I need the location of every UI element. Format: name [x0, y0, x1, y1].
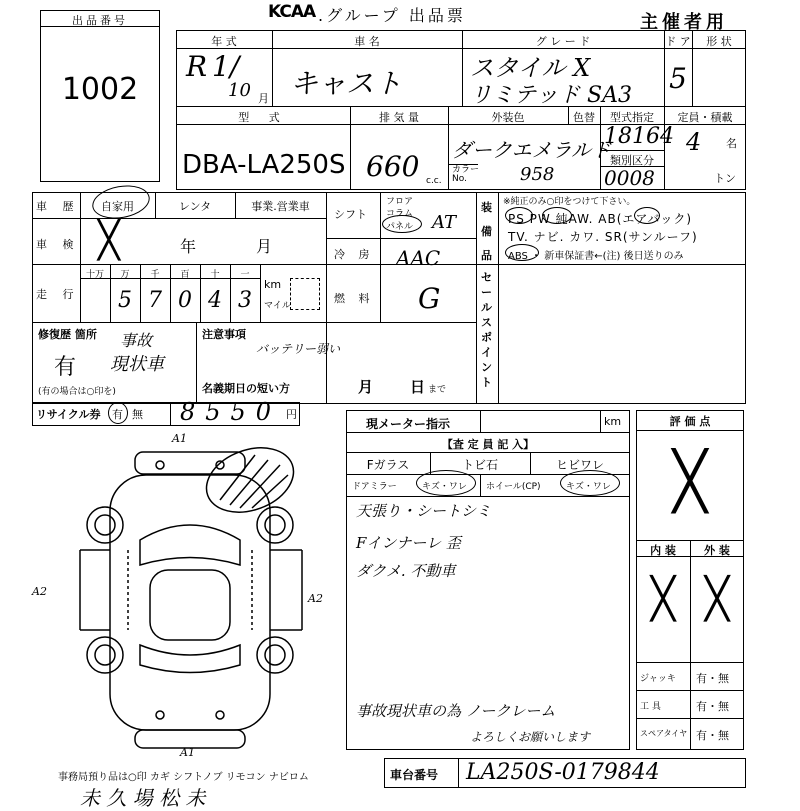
a2-right-label: A2	[308, 592, 323, 605]
history-private: 自家用	[101, 200, 134, 213]
model-value: DBA-LA250S	[182, 150, 346, 180]
interior-label: 内 装	[650, 544, 676, 557]
ps-circle-mark	[505, 207, 533, 224]
footer-scribble: 未 久 場 松 未	[80, 786, 206, 810]
rating-value: ╳	[673, 449, 707, 514]
doors-header: ド ア	[665, 35, 691, 48]
organizer-label: 主催者用	[640, 12, 728, 33]
tool-label-jack: ジャッキ	[640, 674, 676, 684]
fuel-label: 燃 料	[334, 292, 375, 305]
recycle-no: 無	[132, 408, 143, 421]
car-diagram	[32, 430, 360, 760]
name-header: 車 名	[354, 35, 380, 48]
inspector-note-2: Fインナーレ 歪	[356, 534, 461, 552]
month-unit: 月	[258, 92, 269, 105]
history-rental: レンタ	[178, 200, 212, 213]
equipment-label: 装備品	[481, 201, 492, 262]
wheel-damage: キズ・ワレ	[566, 482, 611, 492]
inspection-year-unit: 年	[180, 237, 197, 256]
capacity-unit: 名	[726, 137, 737, 150]
meter-label: 現メーター指示	[366, 417, 451, 431]
recycle-amount: 8550	[180, 398, 282, 426]
shift-column: コラム	[386, 209, 413, 219]
wheel-label: ホイール(CP)	[486, 482, 541, 492]
equipment-line2: TV. ナビ. カワ. SR(サンルーフ)	[508, 230, 698, 244]
expiry-day: 日	[410, 378, 426, 396]
glass-crack: ヒビワレ	[555, 458, 604, 472]
chassis-value: LA250S-0179844	[466, 760, 660, 785]
color-value: ダークエメラルド	[452, 138, 611, 162]
year-value: 1/	[212, 50, 240, 83]
inspection-label: 車 検	[36, 238, 80, 251]
mirror-damage: キズ・ワレ	[422, 482, 467, 492]
repair-note: (有の場合は○印を)	[38, 387, 116, 397]
abs-circle-mark	[505, 244, 539, 261]
color-code-label: カラー No.	[452, 165, 480, 184]
color-code-value: 958	[520, 164, 555, 185]
a1-bottom-label: A1	[180, 746, 195, 759]
mileage-unit-1k: 千	[150, 270, 160, 280]
expiry-month: 月	[358, 378, 374, 396]
repair-handwriting1: 事故	[120, 331, 153, 350]
chassis-label: 車台番号	[390, 768, 439, 782]
mileage-unit-100: 百	[180, 270, 190, 280]
recycle-label: リサイクル券	[36, 408, 101, 421]
interior-value: ╳	[650, 576, 676, 622]
recycle-unit: 円	[286, 408, 297, 421]
lot-label: 出品番号	[72, 14, 128, 27]
history-business: 事業.営業車	[251, 200, 310, 213]
color-change-header: 色替	[573, 111, 595, 124]
mileage-digit-10: 4	[208, 288, 222, 313]
inspector-note-5: よろしくお願いします	[470, 730, 591, 744]
mileage-unit-10k: 万	[120, 270, 130, 280]
lot-number: 1002	[61, 72, 139, 107]
a1-top-label: A1	[172, 432, 187, 445]
mileage-mile: マイル	[264, 301, 291, 311]
inspection-x-mark: ╳	[98, 220, 120, 261]
cc-unit: c.c.	[426, 176, 442, 186]
displacement-value: 660	[366, 150, 420, 183]
notes-label: 注意事項	[202, 328, 246, 341]
inspector-note-4: 事故現状車の為 ノークレーム	[356, 702, 556, 720]
year-era: R	[186, 50, 208, 83]
inspector-note-1: 天張り・シートシミ	[356, 502, 492, 520]
pw-circle-mark	[542, 207, 572, 224]
mileage-km: km	[264, 278, 282, 291]
color-header: 外装色	[491, 111, 525, 124]
mileage-unit-1: 一	[240, 270, 250, 280]
grade-header: グ レ ー ド	[535, 35, 591, 48]
glass-front: Fガラス	[366, 458, 410, 472]
shift-panel-circle-mark	[382, 215, 422, 233]
inspector-note-3: ダクメ. 不動車	[356, 562, 456, 580]
header-title: .グループ 出品票	[318, 6, 466, 25]
tool-label-tools: 工 具	[640, 702, 661, 712]
inspection-month-unit: 月	[256, 237, 273, 256]
mileage-unit-100k: 十万	[85, 270, 104, 280]
shift-floor: フロア	[386, 197, 414, 207]
capacity-value: 4	[686, 128, 702, 156]
mirror-label: ドアミラー	[352, 482, 397, 492]
month-value: 10	[228, 80, 251, 101]
category-no-header: 類別区分	[610, 154, 654, 167]
recycle-yes: 有	[112, 408, 123, 421]
capacity-header: 定員・積載	[677, 111, 733, 124]
load-unit: トン	[714, 172, 736, 185]
recycle-yes-circle-mark	[108, 402, 128, 424]
history-label: 車 歴	[36, 200, 80, 213]
model-no-value: 18164	[604, 124, 674, 149]
tool-value-jack: 有・無	[696, 672, 729, 685]
header-brand: KCAA	[268, 2, 316, 22]
rating-label: 評 価 点	[669, 415, 711, 428]
repair-handwriting2: 現状車	[110, 354, 164, 375]
fuel-value: G	[418, 282, 441, 315]
shift-panel: パネル	[386, 222, 414, 232]
mileage-unit-10: 十	[210, 270, 220, 280]
keys-note: 事務局預り品は○印 カギ シフトノブ リモコン ナビロム	[58, 772, 309, 783]
expiry-label: 名義期日の短い方	[202, 382, 290, 395]
model-header: 型 式	[238, 111, 288, 124]
category-no-value: 0008	[604, 166, 655, 190]
grade-line1: スタイル X	[470, 54, 591, 82]
mileage-digit-1k: 7	[148, 288, 162, 313]
grade-line2: リミテッド SA3	[470, 83, 632, 108]
inspector-section-label: 【査 定 員 記 入】	[441, 438, 535, 451]
exterior-value: ╳	[704, 576, 730, 622]
wheel-circle-mark	[560, 470, 620, 496]
ab-circle-mark	[634, 207, 660, 224]
a2-left-label: A2	[32, 585, 47, 598]
equipment-line1: PS PW 純AW. AB(エアバック)	[508, 212, 693, 226]
vehicle-name: キャスト	[290, 67, 403, 100]
displacement-header: 排 気 量	[379, 111, 419, 124]
expiry-until: まで	[428, 385, 447, 395]
mileage-digit-100: 0	[178, 288, 192, 313]
mileage-label: 走 行	[36, 288, 80, 301]
shift-value: AT	[432, 212, 457, 233]
tool-value-spare: 有・無	[696, 729, 729, 742]
sales-point-label: セールスポイント	[481, 271, 492, 389]
repair-value: 有	[54, 355, 77, 380]
shift-label: シフト	[334, 208, 367, 221]
doors-value: 5	[669, 62, 687, 95]
ac-value: AAC	[396, 246, 441, 270]
body-type-header: 形 状	[706, 35, 732, 48]
ac-label: 冷 房	[334, 248, 375, 261]
repair-label: 修復歴 箇所	[38, 328, 97, 341]
exterior-label: 外 装	[704, 544, 730, 557]
mirror-circle-mark	[416, 470, 476, 496]
tool-label-spare: スペアタイヤ	[640, 729, 688, 738]
mileage-mile-box	[290, 278, 320, 310]
glass-chip: トビ石	[461, 458, 498, 472]
mileage-digit-1: 3	[238, 288, 252, 313]
mileage-digit-10k: 5	[118, 288, 132, 313]
meter-unit: km	[604, 415, 622, 428]
equipment-note: ※純正のみ○印をつけて下さい。	[503, 197, 636, 207]
notes-text: バッテリー弱い	[256, 342, 341, 356]
model-no-header: 型式指定	[610, 111, 654, 124]
year-header: 年 式	[211, 35, 237, 48]
tool-value-tools: 有・無	[696, 700, 729, 713]
equipment-line3: ABS ・ 新車保証書←(注) 後日送りのみ	[508, 251, 684, 262]
